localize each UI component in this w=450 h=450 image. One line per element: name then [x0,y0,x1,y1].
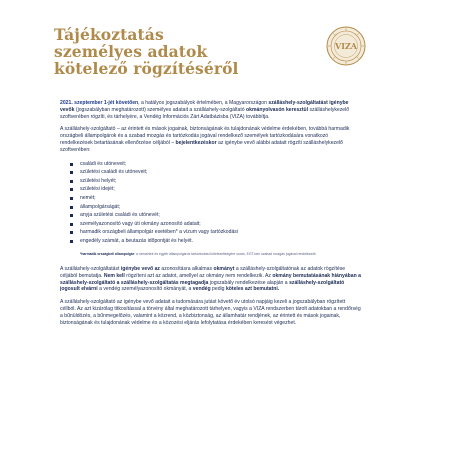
list-item: születési családi és utóneveit; [80,168,362,177]
list-item: születési helyét; [80,177,362,186]
intro-bold-1: szálláshely-szolgáltatást igénybe vevők [60,100,349,113]
recorded-fields-list [60,160,362,246]
document-presentation-paragraph [60,266,362,293]
para3-text-6: a vendég személyazonosító okmányát, a [97,286,193,293]
para2-text-2: az igénybe vevő alábbi adatait rögzíti szálláshelykezelő szoftverében: [60,139,343,153]
list-item: születési idejét; [80,185,362,194]
para3-bold-1: igénybe vevő az [120,265,160,272]
para3-text-5: jogszabály rendelkezése alapján a [208,279,290,286]
footnote-text: : a nemzetek és egyéb állampolgárok tartózkodási kötelezettségére során, EGT-ben szabad mozgás jogával rendelkezők [134,251,316,256]
list-item: harmadik országbeli állampolgár esetében* a vízum vagy tartózkodási [80,228,362,237]
header [52,22,368,84]
footnote-bold: *harmadik országbeli állampolgár [80,251,135,256]
page-title [54,26,239,77]
document-body [60,100,362,332]
intro-paragraph [60,100,362,120]
para3-bold-4: okmány bemutatásának hiányában a szálláshely-szolgáltató a szálláshely-szolgáltatás megtagadja [60,272,361,286]
list-item: családi és utóneveit; [80,160,362,169]
recording-paragraph [60,126,362,153]
para3-text-3: a szálláshely-szolgáltatónak az adatok rögzítése céljából bemutatja. [60,265,346,279]
para3-bold-2: okmányt [213,265,235,272]
data-retention-paragraph: A szálláshely-szolgáltató az igénybe vevő adatait a tudomására jutást követő év utolsó napjáig kezeli a jogszabályban rögzített céllból. Az azt kizárólag titkosítással a törvény által meghatározott tárhelyen, vagyis a VIZA rendszerben tárolt adatokban a rendőrség a bűnüldözés, a bűnmegelőzés, valamint a közrend, a közbiztonság, az államhatár rendjének, az érintett és mások jogainak, biztonságának és tulajdonának védelme és a közozési eljárás lefolytatása érdekében keresést végezhet. [60,299,361,326]
list-item: állampolgárságát; [80,203,362,212]
list-item: nemét; [80,194,362,203]
para3-text-2: azonosításra alkalmas [159,265,214,272]
para3-bold-5: szálláshely-szolgáltató jogosult elvárni [60,279,345,293]
title-line-1: Tájékoztatás [54,25,164,44]
intro-text-3: szálláshelykezelő szoftverében rögzíti, és tárhelyére, a Vendég Információs Zárt Adatbázisba (VIZA) továbbítja. [60,106,350,120]
para3-text-1: A szálláshely-szolgáltatást [60,265,121,272]
intro-bold-2: okmányolvasón keresztül [246,106,309,113]
intro-date: 2021. szeptember 1-jét követően [60,100,139,106]
list-item: anyja születési családi és utónevét; [80,211,362,220]
para3-bold-6: vendég [192,286,211,293]
intro-text-2: (jogszabályban meghatározott) személyes adatait a szálláshely-szolgáltató [74,106,247,113]
para3-text-7: pedig [210,286,226,293]
para2-text-1: A szálláshely-szolgáltató – az érintett és mások jogainak, biztonságának és tulajdonának védelme érdekében, továbbá harmadik országbeli állampolgárok és a szabad mozgás és tartózkodás jogával rendelkező személyek tartózkodására vonatkozó rendelkezések betartásának ellenőrzése céljából – [60,126,350,146]
footnote [80,252,362,256]
intro-text-1: , a hatályos jogszabályok értelmében, a Magyarországon [138,100,269,106]
title-line-2: személyes adatok [54,42,208,61]
title-line-3: kötelező rögzítéséről [54,59,239,78]
para2-bold-1: bejelentkezéskor [175,139,217,146]
information-sheet [52,22,368,442]
para3-text-4: rögzíteni azt az adatot, amellyel az okmány nem rendelkezik. Az [124,272,273,279]
viza-seal-logo-icon [326,26,366,66]
list-item: engedély számát, a beutazás időpontját és helyét. [80,237,362,246]
para3-bold-3: Nem kell [103,272,125,279]
seal-text: VIZA [335,41,357,51]
para3-bold-7: köteles azt bemutatni. [225,286,280,293]
list-item: személyazonosító vagy úti okmány azonosító adatait; [80,220,362,229]
